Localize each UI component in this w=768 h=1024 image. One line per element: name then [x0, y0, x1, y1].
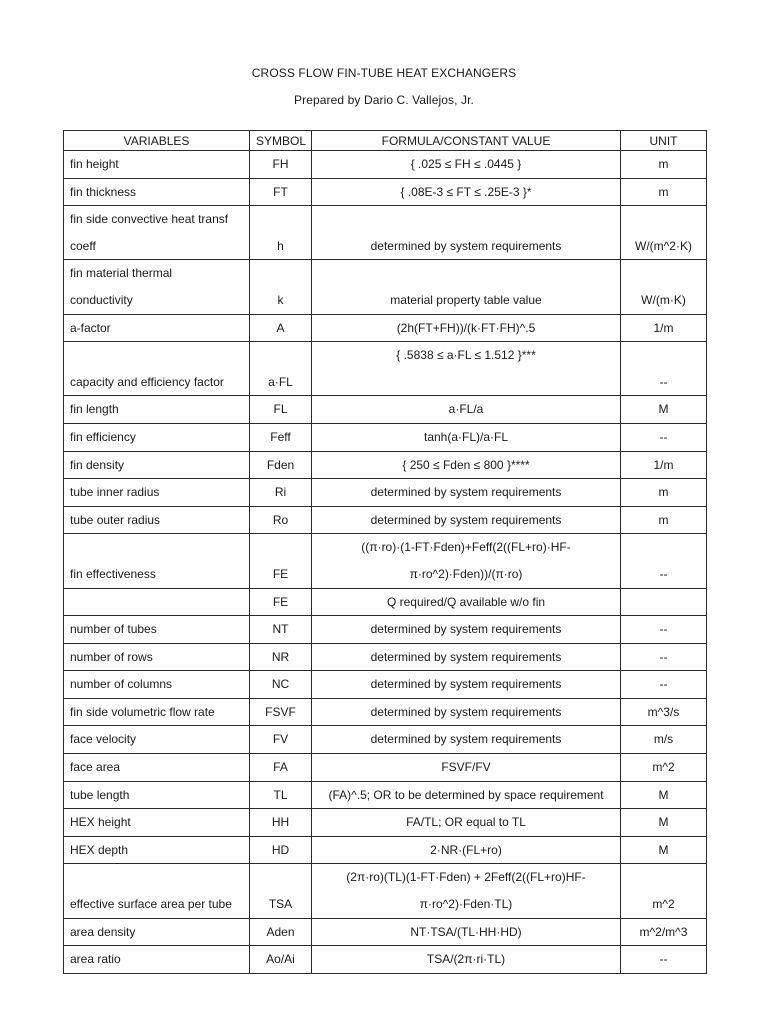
- table-row: [64, 836, 707, 864]
- variable-cell-line: tube inner radius: [70, 485, 160, 500]
- symbol-cell-line: HD: [271, 842, 290, 857]
- variables-table: [63, 130, 707, 974]
- formula-cell-line: 2·NR·(FL+ro): [430, 842, 502, 857]
- variable-cell: [64, 809, 250, 837]
- table-row: [64, 643, 707, 671]
- symbol-cell: [250, 206, 312, 260]
- variable-cell: [64, 178, 250, 206]
- formula-cell-line: FSVF/FV: [441, 760, 491, 775]
- symbol-cell-line: [256, 260, 305, 287]
- formula-cell-line: determined by system requirements: [370, 677, 562, 692]
- formula-cell-line: determined by system requirements: [370, 512, 562, 527]
- table-row: [64, 946, 707, 974]
- symbol-cell-line: FA: [273, 760, 288, 775]
- unit-cell-line: m: [658, 485, 669, 500]
- symbol-cell-line: NR: [271, 649, 290, 664]
- symbol-cell: [250, 423, 312, 451]
- formula-cell-line: NT·TSA/(TL·HH·HD): [410, 924, 522, 939]
- formula-cell-line: determined by system requirements: [370, 485, 562, 500]
- formula-cell-line: tanh(a·FL)/a·FL: [423, 429, 509, 444]
- unit-cell-line: m^2: [652, 760, 675, 775]
- formula-cell-line: { .5838 ≤ a·FL ≤ 1.512 }***: [396, 348, 536, 363]
- unit-cell: [621, 206, 707, 260]
- symbol-cell: [250, 836, 312, 864]
- variable-cell-line: area density: [70, 924, 136, 939]
- symbol-cell: [250, 864, 312, 918]
- formula-cell: [312, 946, 621, 974]
- formula-cell: [312, 918, 621, 946]
- formula-cell-line: (FA)^.5; OR to be determined by space requirement: [328, 787, 604, 802]
- variable-cell: [64, 588, 250, 616]
- table-row: [64, 588, 707, 616]
- variable-cell-line: face velocity: [70, 732, 137, 747]
- document-title: CROSS FLOW FIN-TUBE HEAT EXCHANGERS: [251, 66, 517, 80]
- formula-cell-line: [318, 369, 614, 396]
- formula-cell: [312, 396, 621, 424]
- unit-cell-line: m: [658, 184, 669, 199]
- table-row: [64, 809, 707, 837]
- variable-cell: [64, 698, 250, 726]
- table-row: [64, 918, 707, 946]
- symbol-cell-line: Ro: [272, 512, 289, 527]
- unit-cell-line: [627, 260, 700, 287]
- symbol-cell-line: FE: [272, 566, 289, 581]
- variable-cell: [64, 918, 250, 946]
- variable-cell: [64, 396, 250, 424]
- formula-cell: [312, 754, 621, 782]
- unit-cell: [621, 918, 707, 946]
- formula-cell-line: determined by system requirements: [370, 704, 562, 719]
- formula-cell: [312, 588, 621, 616]
- unit-cell: [621, 754, 707, 782]
- symbol-cell: [250, 479, 312, 507]
- table-row: [64, 781, 707, 809]
- variable-cell: [64, 151, 250, 179]
- variable-cell-line: HEX depth: [70, 842, 129, 857]
- unit-cell: [621, 643, 707, 671]
- variable-cell: [64, 643, 250, 671]
- variable-cell-line: [70, 342, 243, 369]
- formula-cell: [312, 726, 621, 754]
- variable-cell-line: fin material thermal: [70, 266, 173, 281]
- unit-cell: [621, 671, 707, 699]
- symbol-cell: [250, 178, 312, 206]
- symbol-cell-line: FL: [273, 402, 288, 417]
- symbol-cell: [250, 342, 312, 396]
- formula-cell: [312, 534, 621, 588]
- table-row: [64, 754, 707, 782]
- table-row: [64, 206, 707, 260]
- formula-cell-line: (2h(FT+FH))/(k·FT·FH)^.5: [396, 320, 536, 335]
- unit-cell: [621, 314, 707, 342]
- unit-cell-line: [627, 534, 700, 561]
- table-row: [64, 479, 707, 507]
- variable-cell: [64, 864, 250, 918]
- formula-cell-line: FA/TL; OR equal to TL: [406, 815, 526, 830]
- variable-cell: [64, 451, 250, 479]
- symbol-cell: [250, 754, 312, 782]
- symbol-cell: [250, 534, 312, 588]
- unit-cell-line: [627, 864, 700, 891]
- variable-cell-line: [70, 534, 243, 561]
- formula-cell-line: determined by system requirements: [370, 732, 562, 747]
- unit-cell-line: --: [659, 622, 668, 637]
- unit-cell-line: --: [659, 374, 668, 389]
- unit-cell-line: M: [658, 842, 669, 857]
- symbol-cell-line: FE: [272, 594, 289, 609]
- unit-cell: [621, 451, 707, 479]
- unit-cell: [621, 151, 707, 179]
- header-variables: VARIABLES: [64, 131, 250, 151]
- header-formula: FORMULA/CONSTANT VALUE: [312, 131, 621, 151]
- unit-cell-line: M: [658, 787, 669, 802]
- formula-cell-line: π·ro^2)·Fden·TL): [419, 897, 513, 912]
- formula-cell: [312, 781, 621, 809]
- table-row: [64, 506, 707, 534]
- symbol-cell-line: NT: [272, 622, 289, 637]
- symbol-cell: [250, 918, 312, 946]
- formula-cell: [312, 451, 621, 479]
- variable-cell-line: coeff: [70, 238, 96, 253]
- unit-cell-line: 1/m: [653, 457, 674, 472]
- variable-cell-line: [70, 589, 243, 616]
- symbol-cell-line: Ao/Ai: [266, 952, 295, 967]
- unit-cell-line: m^2: [652, 897, 675, 912]
- unit-cell-line: m^3/s: [647, 704, 680, 719]
- formula-cell-line: determined by system requirements: [370, 649, 562, 664]
- variable-cell: [64, 726, 250, 754]
- unit-cell-line: --: [659, 566, 668, 581]
- formula-cell: [312, 479, 621, 507]
- symbol-cell: [250, 671, 312, 699]
- unit-cell: [621, 479, 707, 507]
- symbol-cell-line: Feff: [270, 429, 291, 444]
- unit-cell: [621, 698, 707, 726]
- unit-cell-line: W/(m·K): [641, 292, 686, 307]
- variable-cell: [64, 342, 250, 396]
- unit-cell: [621, 809, 707, 837]
- symbol-cell: [250, 314, 312, 342]
- variable-cell-line: number of columns: [70, 677, 173, 692]
- unit-cell: [621, 534, 707, 588]
- formula-cell-line: { .08E-3 ≤ FT ≤ .25E-3 }*: [400, 184, 532, 199]
- symbol-cell: [250, 726, 312, 754]
- symbol-cell: [250, 698, 312, 726]
- formula-cell-line: (2π·ro)(TL)(1-FT·Fden) + 2Feff(2((FL+ro)HF-: [346, 870, 586, 885]
- formula-cell-line: [318, 206, 614, 233]
- formula-cell: [312, 809, 621, 837]
- symbol-cell: [250, 781, 312, 809]
- table-row: [64, 451, 707, 479]
- symbol-cell-line: [256, 534, 305, 561]
- symbol-cell-line: A: [276, 320, 285, 335]
- symbol-cell: [250, 946, 312, 974]
- formula-cell-line: { 250 ≤ Fden ≤ 800 }****: [402, 457, 530, 472]
- formula-cell-line: material property table value: [390, 292, 542, 307]
- variable-cell: [64, 946, 250, 974]
- formula-cell-line: Q required/Q available w/o fin: [386, 594, 546, 609]
- symbol-cell: [250, 506, 312, 534]
- symbol-cell: [250, 151, 312, 179]
- table-row: [64, 698, 707, 726]
- variable-cell-line: fin height: [70, 157, 119, 171]
- table-row: [64, 396, 707, 424]
- formula-cell: [312, 864, 621, 918]
- variable-cell-line: number of tubes: [70, 622, 157, 637]
- table-row: [64, 864, 707, 918]
- variable-cell-line: face area: [70, 760, 121, 775]
- variable-cell-line: fin efficiency: [70, 429, 136, 444]
- symbol-cell-line: [256, 206, 305, 233]
- table-row: [64, 151, 707, 179]
- symbol-cell-line: TL: [273, 787, 288, 802]
- symbol-cell-line: FV: [272, 732, 289, 747]
- symbol-cell-line: a·FL: [268, 374, 293, 389]
- unit-cell: [621, 836, 707, 864]
- unit-cell-line: --: [659, 952, 668, 967]
- variable-cell-line: area ratio: [70, 952, 121, 967]
- symbol-cell-line: TSA: [268, 897, 293, 912]
- unit-cell-line: M: [658, 402, 669, 417]
- symbol-cell-line: Ri: [274, 485, 287, 500]
- unit-cell: [621, 864, 707, 918]
- unit-cell-line: W/(m^2·K): [635, 238, 692, 253]
- variable-cell-line: fin side volumetric flow rate: [70, 704, 215, 719]
- variable-cell-line: number of rows: [70, 649, 153, 664]
- variable-cell: [64, 671, 250, 699]
- unit-cell: [621, 396, 707, 424]
- variable-cell: [64, 260, 250, 314]
- table-row: [64, 726, 707, 754]
- formula-cell: [312, 342, 621, 396]
- unit-cell: [621, 260, 707, 314]
- symbol-cell: [250, 809, 312, 837]
- variable-cell-line: HEX height: [70, 815, 131, 830]
- table-row: [64, 423, 707, 451]
- unit-cell-line: [627, 589, 700, 616]
- table-row: [64, 616, 707, 644]
- variable-cell-line: tube outer radius: [70, 512, 161, 527]
- header-unit: UNIT: [621, 131, 707, 151]
- formula-cell: [312, 616, 621, 644]
- symbol-cell-line: FT: [273, 184, 288, 199]
- symbol-cell-line: FH: [272, 157, 289, 171]
- unit-cell-line: --: [659, 677, 668, 692]
- variable-cell: [64, 314, 250, 342]
- symbol-cell: [250, 451, 312, 479]
- formula-cell: [312, 260, 621, 314]
- symbol-cell: [250, 616, 312, 644]
- variable-cell-line: fin side convective heat transf: [70, 212, 229, 227]
- table-row: [64, 342, 707, 396]
- variable-cell: [64, 616, 250, 644]
- formula-cell-line: determined by system requirements: [370, 238, 562, 253]
- formula-cell-line: determined by system requirements: [370, 622, 562, 637]
- table-row: [64, 260, 707, 314]
- variable-cell-line: effective surface area per tube: [70, 897, 232, 912]
- variable-cell-line: capacity and efficiency factor: [70, 374, 224, 389]
- table-row: [64, 671, 707, 699]
- table-row: [64, 178, 707, 206]
- variable-cell-line: fin length: [70, 402, 119, 417]
- formula-cell: [312, 643, 621, 671]
- unit-cell: [621, 588, 707, 616]
- symbol-cell-line: NC: [271, 677, 290, 692]
- formula-cell: [312, 671, 621, 699]
- symbol-cell-line: FSVF: [265, 704, 296, 719]
- variable-cell: [64, 423, 250, 451]
- variable-cell-line: fin density: [70, 457, 125, 472]
- variable-cell-line: [70, 864, 243, 891]
- formula-cell: [312, 423, 621, 451]
- formula-cell-line: ((π·ro)·(1-FT·Fden)+Feff(2((FL+ro)·HF-: [361, 540, 571, 555]
- unit-cell: [621, 178, 707, 206]
- header-symbol: SYMBOL: [250, 131, 312, 151]
- unit-cell-line: [627, 206, 700, 233]
- formula-cell-line: { .025 ≤ FH ≤ .0445 }: [410, 157, 522, 171]
- formula-cell-line: π·ro^2)·Fden))/(π·ro): [409, 566, 523, 581]
- unit-cell: [621, 342, 707, 396]
- symbol-cell-line: Aden: [266, 924, 295, 939]
- variable-cell-line: fin thickness: [70, 184, 137, 199]
- symbol-cell-line: [256, 342, 305, 369]
- formula-cell-line: a·FL/a: [448, 402, 484, 417]
- formula-cell: [312, 314, 621, 342]
- unit-cell: [621, 506, 707, 534]
- formula-cell: [312, 206, 621, 260]
- symbol-cell: [250, 588, 312, 616]
- unit-cell: [621, 781, 707, 809]
- variable-cell-line: tube length: [70, 787, 130, 802]
- symbol-cell-line: k: [277, 292, 284, 307]
- variable-cell: [64, 206, 250, 260]
- table-row: [64, 534, 707, 588]
- unit-cell-line: M: [658, 815, 669, 830]
- table-header-row: [64, 131, 707, 151]
- formula-cell: [312, 178, 621, 206]
- variable-cell: [64, 836, 250, 864]
- unit-cell-line: --: [659, 429, 668, 444]
- variable-cell: [64, 506, 250, 534]
- table-row: [64, 314, 707, 342]
- unit-cell-line: m: [658, 157, 669, 171]
- variable-cell: [64, 781, 250, 809]
- variable-cell: [64, 534, 250, 588]
- symbol-cell: [250, 643, 312, 671]
- variable-cell: [64, 479, 250, 507]
- formula-cell: [312, 506, 621, 534]
- unit-cell-line: 1/m: [653, 320, 674, 335]
- formula-cell-line: TSA/(2π·ri·TL): [426, 952, 506, 967]
- unit-cell-line: m/s: [653, 732, 674, 747]
- symbol-cell-line: HH: [271, 815, 290, 830]
- formula-cell-line: [318, 260, 614, 287]
- unit-cell-line: [627, 342, 700, 369]
- symbol-cell-line: h: [277, 238, 284, 253]
- symbol-cell: [250, 260, 312, 314]
- unit-cell: [621, 423, 707, 451]
- formula-cell: [312, 151, 621, 179]
- variable-cell: [64, 754, 250, 782]
- document-author: Prepared by Dario C. Vallejos, Jr.: [294, 93, 474, 107]
- symbol-cell-line: [256, 864, 305, 891]
- unit-cell-line: m: [658, 512, 669, 527]
- unit-cell-line: --: [659, 649, 668, 664]
- symbol-cell: [250, 396, 312, 424]
- unit-cell: [621, 616, 707, 644]
- unit-cell: [621, 946, 707, 974]
- unit-cell-line: m^2/m^3: [639, 924, 688, 939]
- symbol-cell-line: Fden: [266, 457, 295, 472]
- variable-cell-line: conductivity: [70, 292, 133, 307]
- formula-cell: [312, 698, 621, 726]
- formula-cell: [312, 836, 621, 864]
- variable-cell-line: a-factor: [70, 320, 111, 335]
- unit-cell: [621, 726, 707, 754]
- variable-cell-line: fin effectiveness: [70, 566, 156, 581]
